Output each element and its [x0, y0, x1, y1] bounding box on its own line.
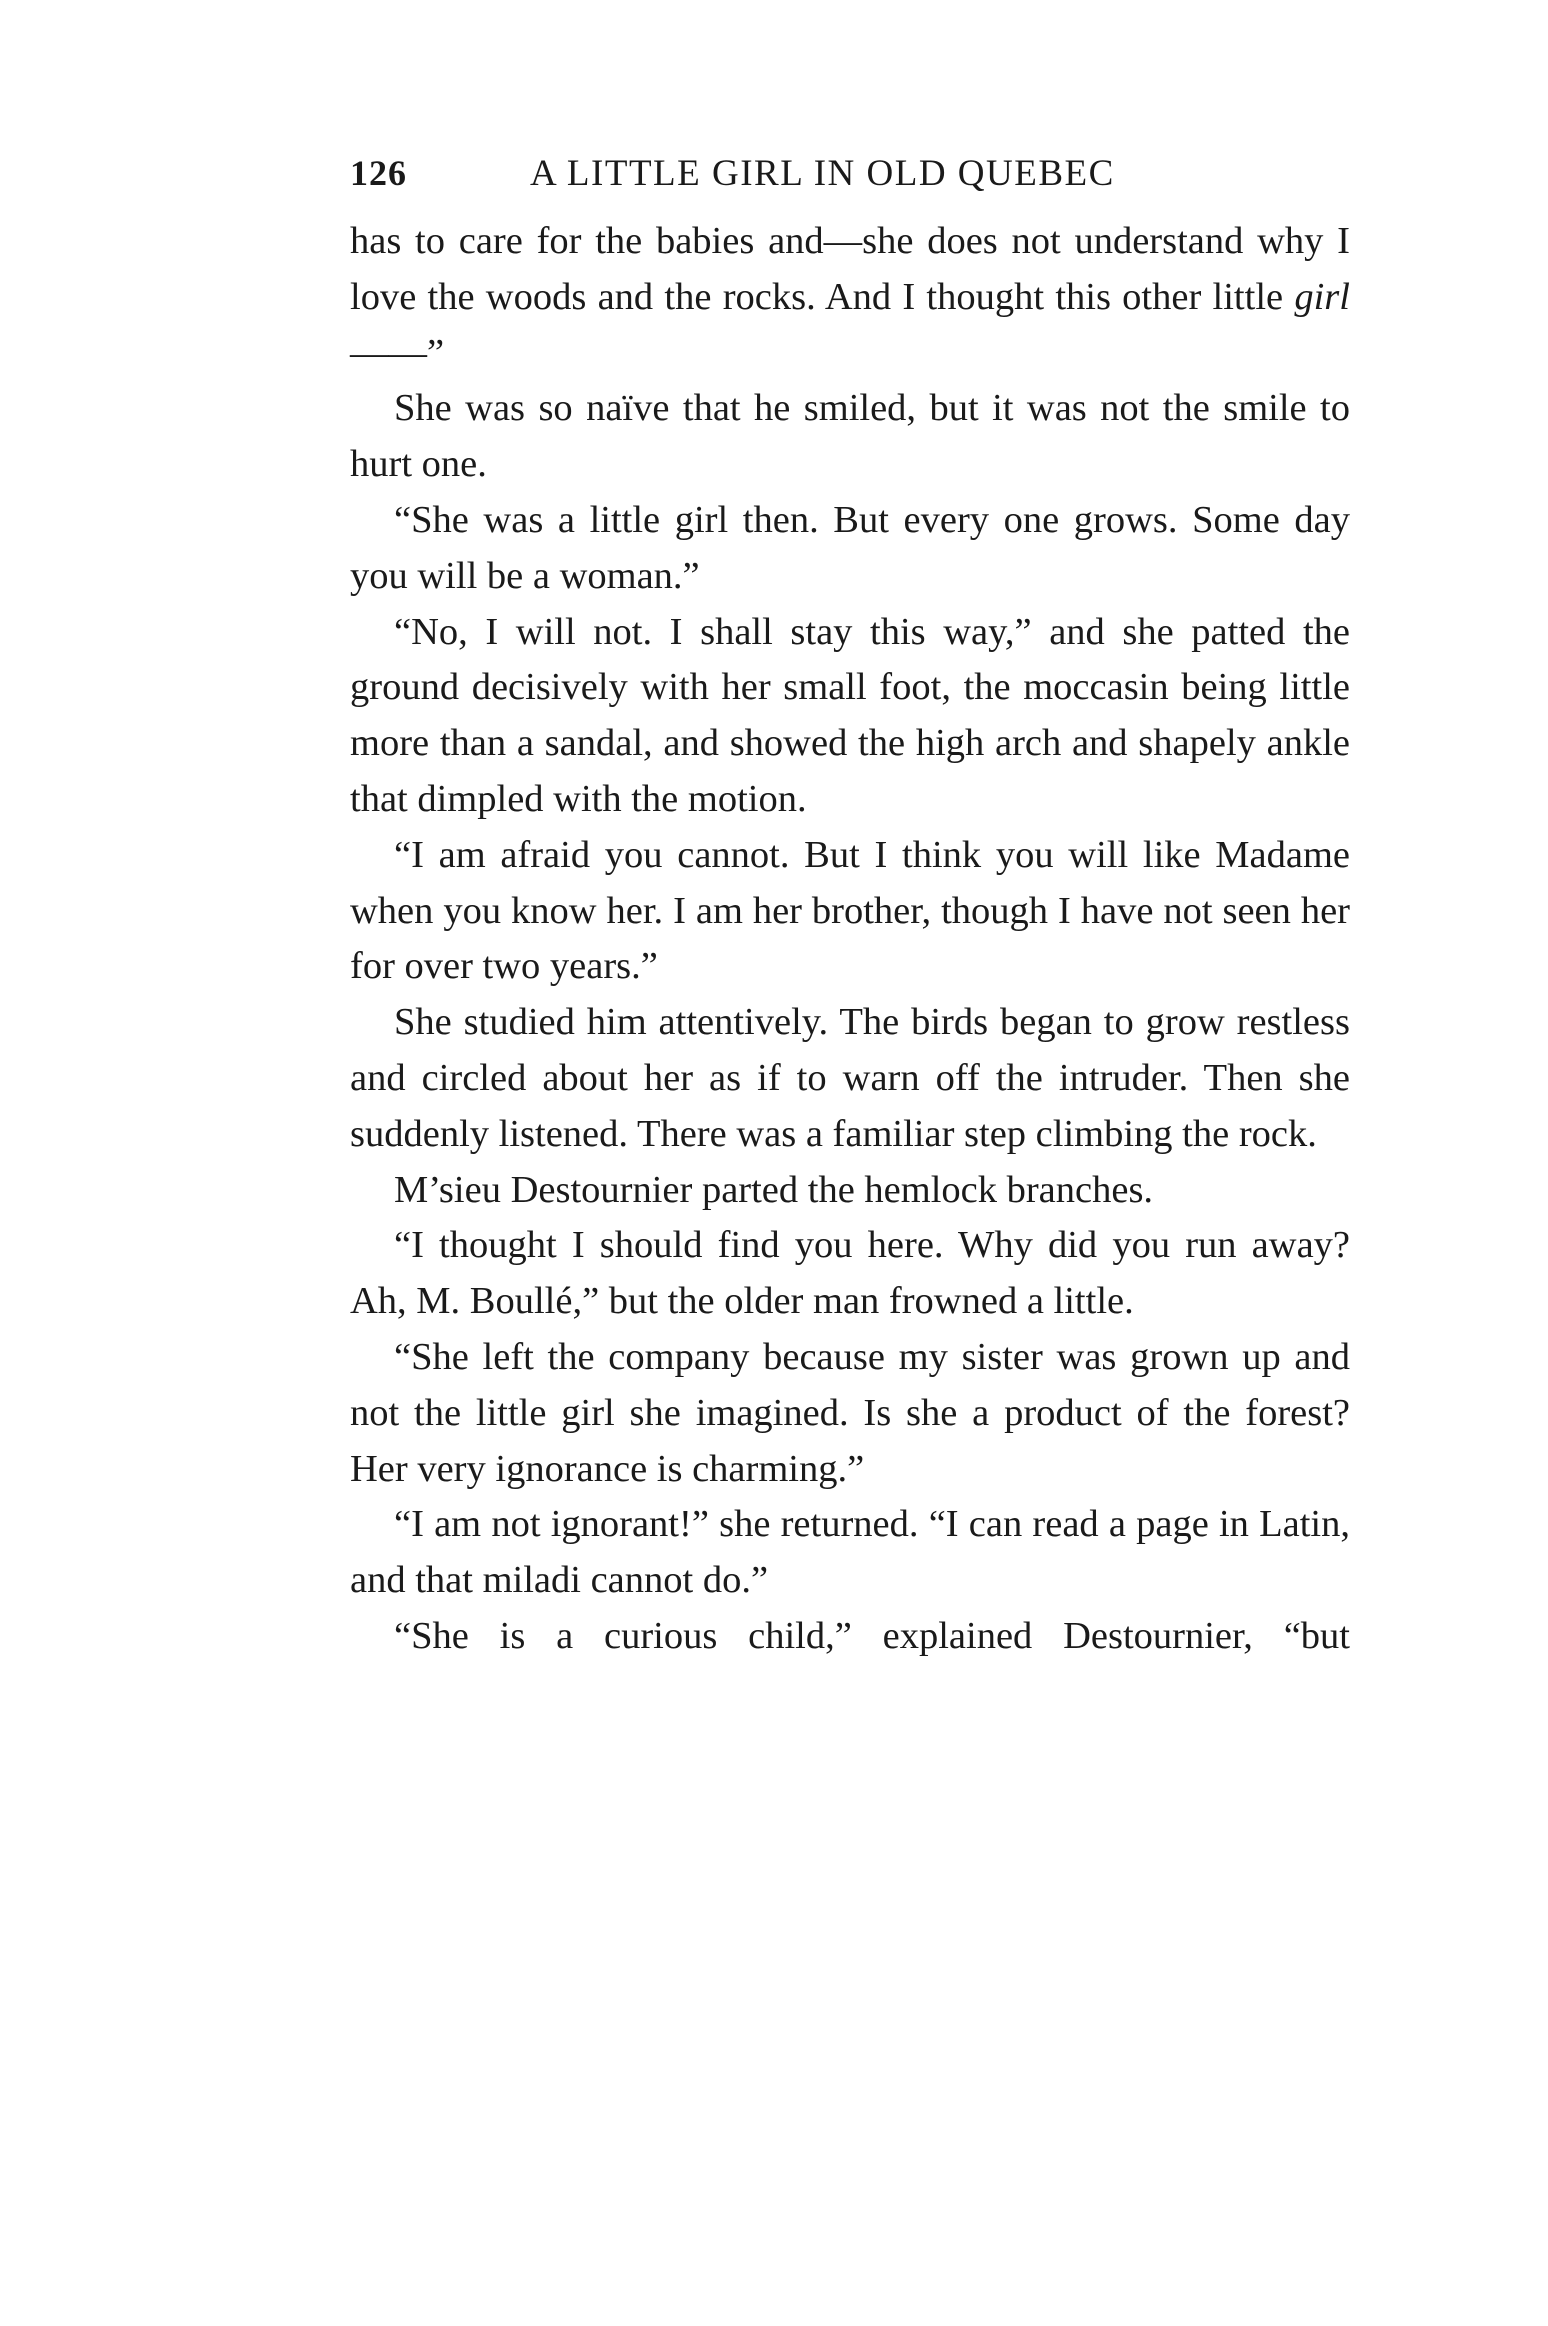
- body-text: [350, 214, 1350, 1665]
- paragraph-1: [350, 214, 1350, 381]
- paragraph-1-end: ——”: [350, 331, 445, 374]
- running-head: [350, 150, 1350, 210]
- paragraph-5: “I am afraid you cannot. But I think you will like Madame when you know her. I am her brother, though I have not seen her for over two years.”: [350, 833, 1350, 988]
- book-title: A LITTLE GIRL IN OLD QUEBEC: [530, 153, 1115, 194]
- paragraph-1-text: has to care for the babies and—she does not understand why I love the woods and the rocks. And I thought this other little: [350, 220, 1350, 318]
- paragraph-9: “She left the company because my sister was grown up and not the little girl she imagined. Is she a product of the forest? Her very ignorance is charming.”: [350, 1335, 1350, 1490]
- paragraph-4: “No, I will not. I shall stay this way,” and she patted the ground decisively with her small foot, the moccasin being little more than a sandal, and showed the high arch and shapely ankle that dimpled with the motion.: [350, 610, 1350, 820]
- paragraph-7: M’sieu Destournier parted the hemlock branches.: [394, 1168, 1154, 1211]
- italic-word: girl: [1294, 275, 1350, 318]
- paragraph-3: “She was a little girl then. But every one grows. Some day you will be a woman.”: [350, 498, 1350, 597]
- paragraph-6: She studied him attentively. The birds began to grow restless and circled about her as if to warn off the intruder. Then she suddenly listened. There was a familiar step climbing the rock.: [350, 1001, 1350, 1155]
- book-page: [350, 150, 1350, 1665]
- page-number: 126: [350, 153, 407, 193]
- paragraph-8: “I thought I should find you here. Why did you run away? Ah, M. Boullé,” but the older man frowned a little.: [350, 1224, 1350, 1323]
- paragraph-10: “I am not ignorant!” she returned. “I can read a page in Latin, and that miladi cannot do.”: [350, 1503, 1350, 1602]
- paragraph-2: She was so naïve that he smiled, but it was not the smile to hurt one.: [350, 387, 1350, 486]
- paragraph-11: “She is a curious child,” explained Destournier, “but: [394, 1614, 1350, 1657]
